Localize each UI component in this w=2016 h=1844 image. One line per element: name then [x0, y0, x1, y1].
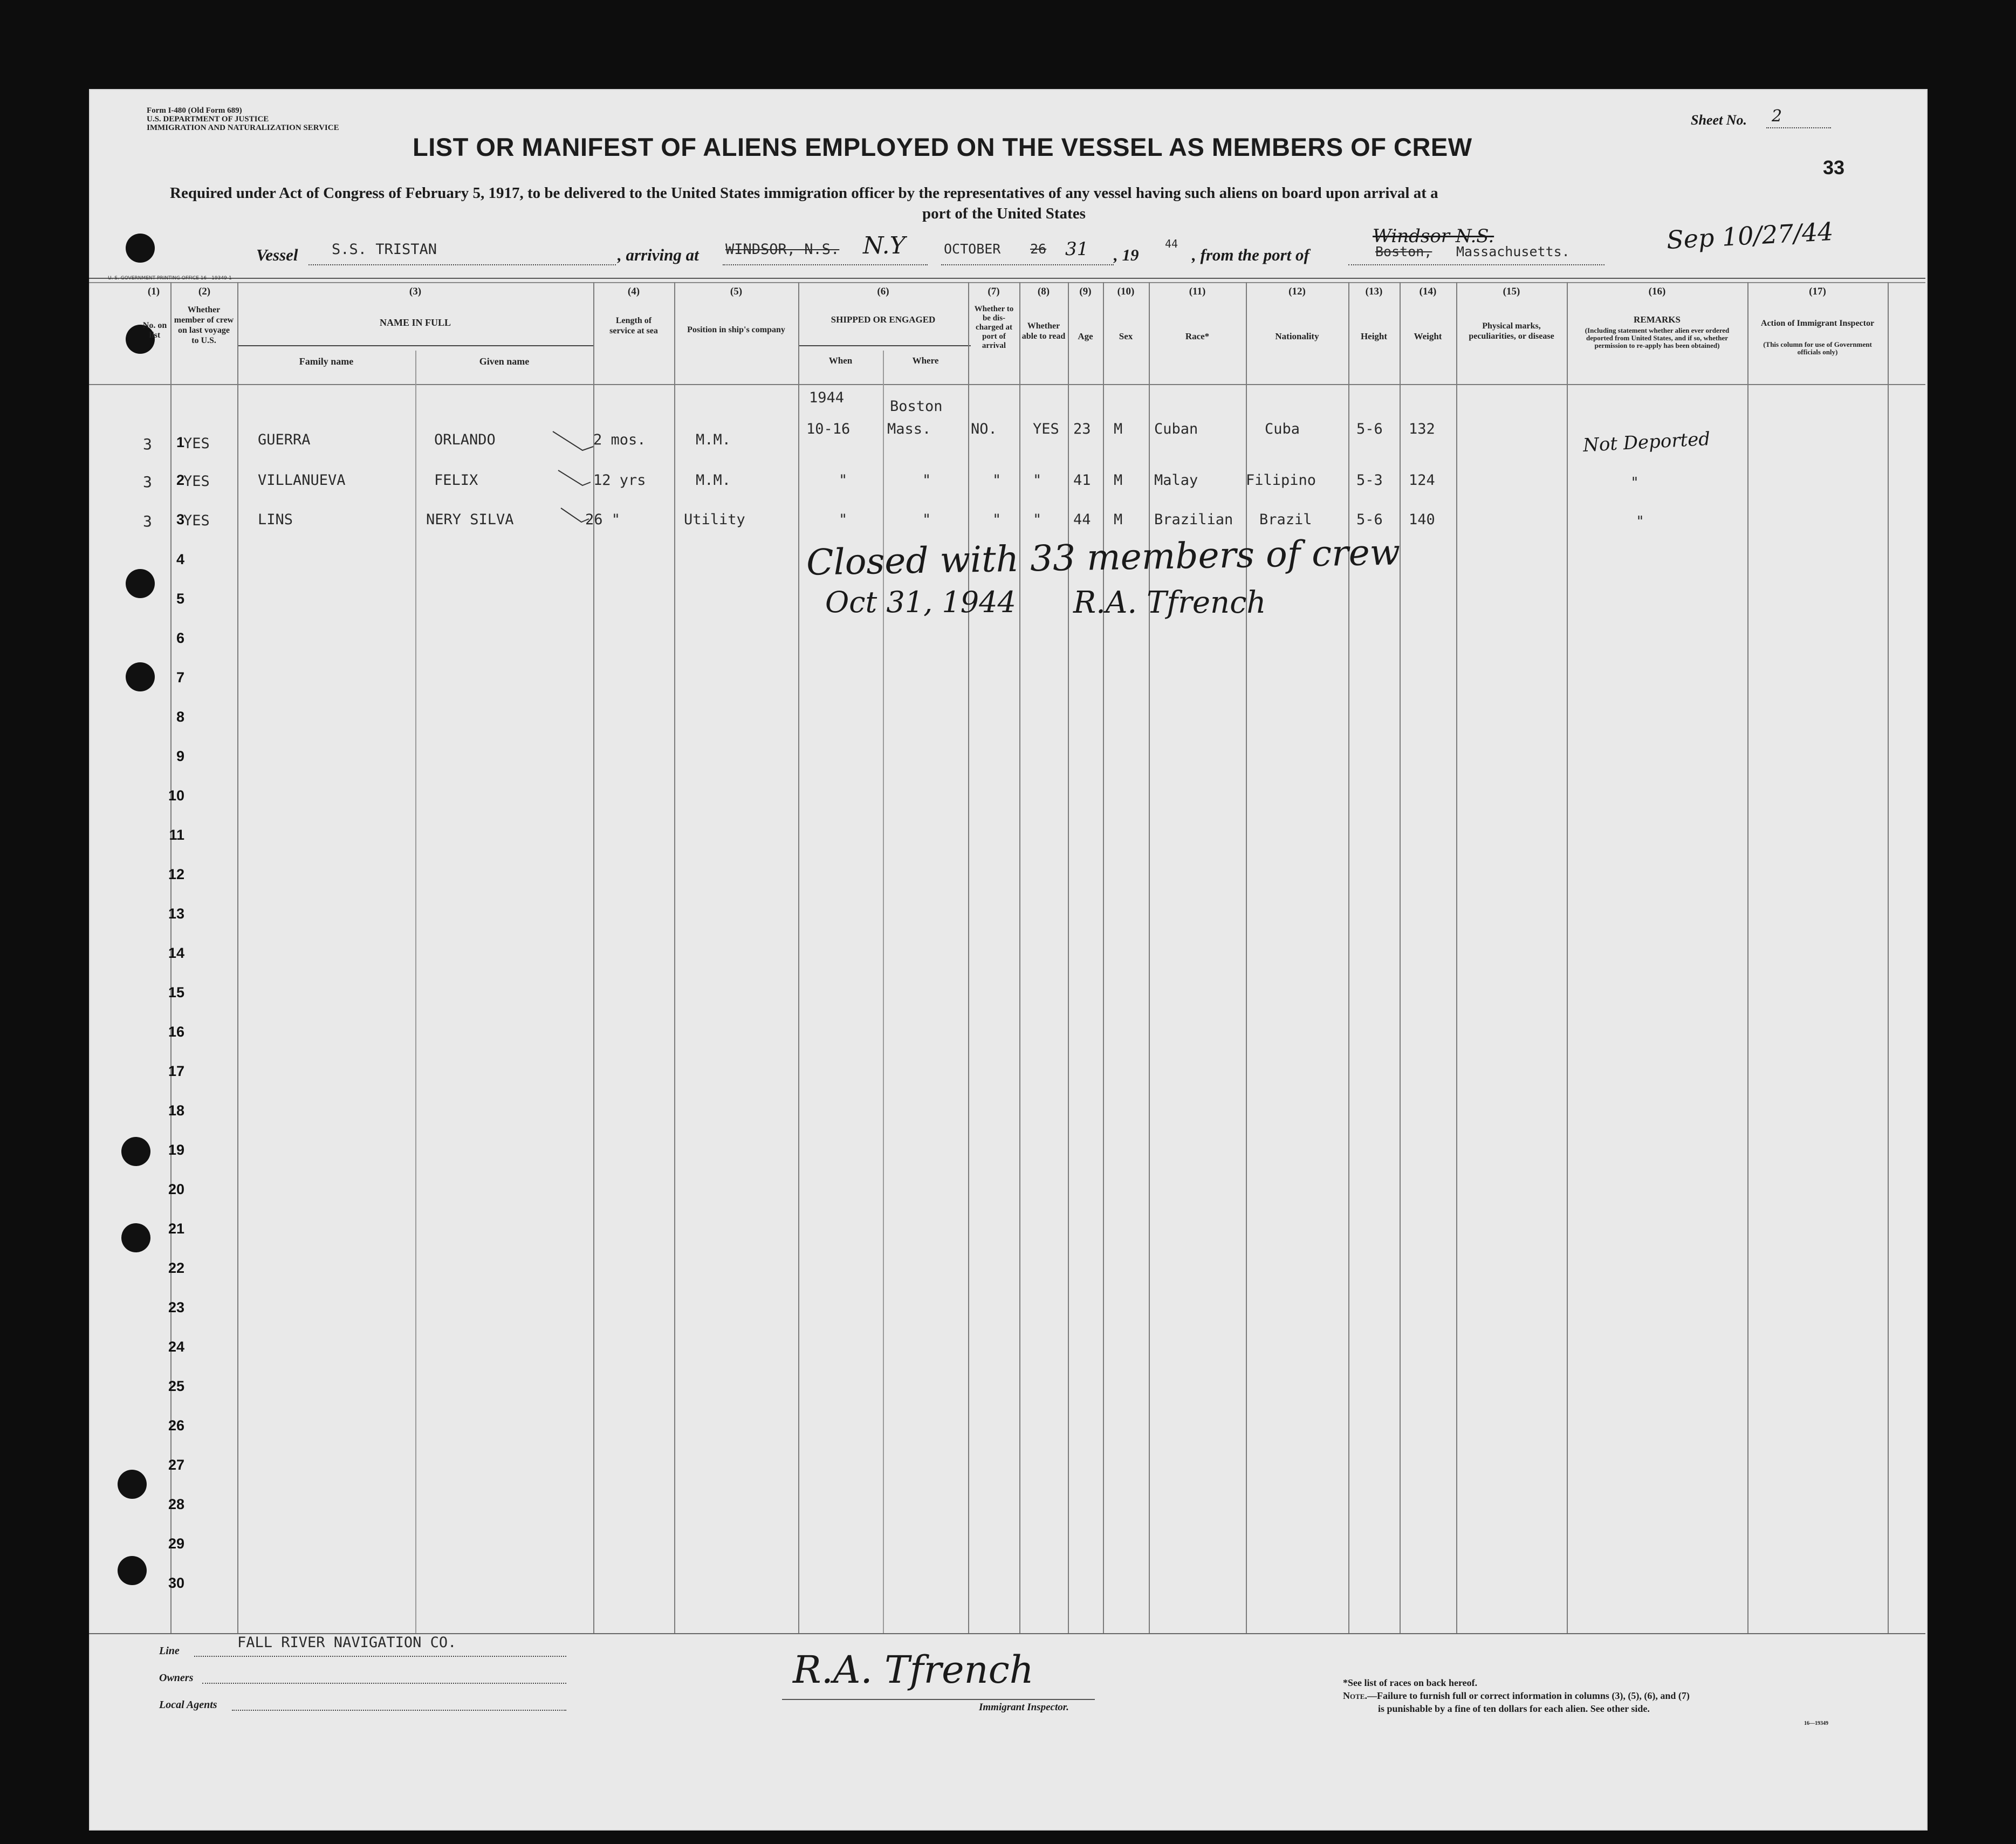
cell-race: Malay [1154, 472, 1198, 489]
row-number: 4 [176, 551, 184, 567]
header-weight: Weight [1414, 331, 1442, 341]
cell-remarks: " [1631, 475, 1638, 491]
row-number: 3 [176, 511, 184, 527]
cell-position: M.M. [696, 472, 731, 489]
row-number: 8 [176, 709, 184, 725]
row-number: 28 [168, 1496, 184, 1512]
penalty-note [1343, 1690, 1690, 1702]
page-title: LIST OR MANIFEST OF ALIENS EMPLOYED ON THE VESSEL AS MEMBERS OF CREW [413, 133, 1472, 161]
cell-last-voyage: YES [183, 435, 210, 452]
cell-nationality: Brazil [1259, 511, 1312, 528]
header-given-name: Given name [479, 356, 530, 367]
subtitle-line1: Required under Act of Congress of February 5, 1917, to be delivered to the United States immigration officer by the representatives of any vessel having such aliens on board upon arrival at a [170, 184, 1438, 202]
subtitle-line2: port of the United States [922, 205, 1086, 222]
cell-given-name: ORLANDO [434, 431, 496, 448]
vessel-name: S.S. TRISTAN [332, 241, 437, 258]
vessel-underline [308, 264, 616, 265]
cell-discharged: " [992, 472, 1002, 489]
cell-last-voyage: YES [183, 473, 210, 490]
tick-marks [550, 426, 599, 534]
column-number: (12) [1288, 286, 1306, 297]
header-able-to-read: Whether able to read [1021, 321, 1066, 341]
row-number: 6 [176, 630, 184, 646]
cell-height: 5-3 [1356, 472, 1383, 489]
cell-service: 12 yrs [593, 472, 646, 489]
arriving-port-struck: WINDSOR, N.S. [725, 241, 840, 258]
header-where: Where [912, 355, 939, 366]
row-number: 19 [168, 1142, 184, 1158]
owners-label: Owners [159, 1672, 194, 1684]
header-position: Position in ship's company [687, 325, 785, 334]
header-when: When [828, 355, 853, 366]
inspector-label: Immigrant Inspector. [979, 1702, 1069, 1713]
page-number: 33 [1823, 156, 1845, 179]
cell-able-to-read: " [1033, 511, 1042, 528]
shipped-year: 1944 [809, 389, 845, 406]
cell-family-name: VILLANUEVA [258, 472, 346, 489]
arriving-label: , arriving at [618, 245, 699, 264]
signature-line [782, 1699, 1095, 1700]
punch-hole [121, 1223, 150, 1252]
header-shipped-or-engaged: SHIPPED OR ENGAGED [831, 314, 936, 325]
header-inspector-action: Action of Immigrant Inspector [1760, 319, 1875, 328]
cell-weight: 124 [1409, 472, 1435, 489]
table-top-rule [89, 278, 1925, 279]
row-number: 18 [168, 1102, 184, 1119]
column-number: (14) [1419, 286, 1437, 297]
header-remarks-note: (Including statement whether alien ever ordered deported from United States, and if so, whether permission to re-apply has been obtained) [1585, 326, 1730, 349]
col-divider [415, 351, 416, 1633]
service-name: IMMIGRATION AND NATURALIZATION SERVICE [147, 124, 339, 132]
column-number: (7) [988, 286, 1000, 297]
row-prefix: 3 [143, 473, 152, 491]
line-value: FALL RIVER NAVIGATION CO. [237, 1634, 457, 1651]
cell-family-name: LINS [258, 511, 293, 528]
row-number: 25 [168, 1378, 184, 1394]
cell-where: " [922, 511, 931, 528]
column-number: (5) [730, 286, 743, 297]
column-number: (3) [409, 286, 422, 297]
punch-hole [126, 569, 155, 598]
row-number: 27 [168, 1457, 184, 1473]
header-remarks: REMARKS [1634, 314, 1681, 325]
department-name: U.S. DEPARTMENT OF JUSTICE [147, 115, 269, 124]
cell-family-name: GUERRA [258, 431, 311, 448]
row-number: 22 [168, 1260, 184, 1276]
sheet-number: 2 [1772, 107, 1782, 126]
column-number: (13) [1365, 286, 1383, 297]
cell-age: 23 [1073, 421, 1091, 437]
col-divider [1149, 282, 1150, 1633]
header-physical-marks: Physical marks, peculiarities, or disease [1469, 321, 1554, 341]
arriving-port-handwritten: N.Y [863, 232, 906, 259]
cell-able-to-read: YES [1033, 421, 1059, 437]
column-number: (9) [1079, 286, 1092, 297]
penalty-note-line2: is punishable by a fine of ten dollars for each alien. See other side. [1378, 1703, 1650, 1714]
col-divider [1068, 282, 1069, 1633]
col-divider [1400, 282, 1401, 1633]
column-number: (15) [1503, 286, 1520, 297]
from-port-state: Massachusetts. [1456, 244, 1570, 259]
form-code: 16—19349 [1804, 1720, 1828, 1726]
cell-height: 5-6 [1356, 421, 1383, 437]
cell-age: 44 [1073, 511, 1091, 528]
row-number: 23 [168, 1299, 184, 1315]
row-number: 10 [168, 787, 184, 804]
col-divider [1103, 282, 1104, 1633]
column-number: (1) [147, 286, 160, 297]
line-label: Line [159, 1645, 180, 1657]
closing-note-date: Oct 31, 1944 [825, 585, 1016, 619]
column-number: (4) [627, 286, 640, 297]
printing-office-note: U. S. GOVERNMENT PRINTING OFFICE 16—19349-1 [108, 276, 232, 281]
cell-last-voyage: YES [183, 512, 210, 529]
header-sex: Sex [1119, 331, 1133, 341]
row-number: 20 [168, 1181, 184, 1197]
column-number: (10) [1117, 286, 1135, 297]
year-label: , 19 [1114, 245, 1139, 264]
header-age: Age [1078, 331, 1093, 341]
sheet-label: Sheet No. [1691, 112, 1747, 128]
row-prefix: 3 [143, 512, 152, 530]
cell-where: Mass. [887, 421, 931, 437]
cell-when: " [839, 472, 848, 489]
row-number: 16 [168, 1024, 184, 1040]
row-number: 5 [176, 591, 184, 607]
owners-underline [202, 1683, 566, 1684]
cell-remarks: " [1637, 513, 1643, 530]
row-number: 15 [168, 984, 184, 1000]
col-divider [1456, 282, 1457, 1633]
cell-when: 10-16 [806, 421, 851, 437]
column-number: (2) [198, 286, 211, 297]
cell-remarks: Not Deported [1582, 428, 1711, 457]
header-no-on-list: No. on list [142, 321, 167, 340]
local-agents-label: Local Agents [159, 1699, 217, 1711]
cell-where: " [922, 472, 931, 489]
col-divider [237, 282, 238, 1633]
from-port-label: , from the port of [1192, 245, 1309, 264]
closing-note-line1: Closed with 33 members of crew [806, 531, 1401, 584]
header-inspector-note: (This column for use of Government officials only) [1763, 340, 1872, 356]
from-port-underline [1348, 264, 1604, 265]
row-number: 7 [176, 669, 184, 685]
header-discharged: Whether to be dis-charged at port of arrival [974, 305, 1014, 350]
cell-discharged: " [992, 511, 1002, 528]
header-nationality: Nationality [1275, 331, 1319, 341]
col-divider [1888, 282, 1889, 1633]
cell-discharged: NO. [971, 421, 997, 437]
column-number: (6) [877, 286, 889, 297]
col-divider [1747, 282, 1748, 1633]
cell-given-name: NERY SILVA [426, 511, 514, 528]
arrival-day-handwritten: 31 [1065, 238, 1089, 260]
cell-nationality: Cuba [1265, 421, 1300, 437]
column-number: (16) [1648, 286, 1666, 297]
header-family-name: Family name [299, 356, 354, 367]
arrival-year: 44 [1165, 237, 1178, 250]
note-label: Note. [1343, 1690, 1367, 1701]
cell-weight: 140 [1409, 511, 1435, 528]
row-number: 26 [168, 1417, 184, 1434]
header-length-of-service: Length of service at sea [609, 316, 658, 335]
note-line1: —Failure to furnish full or correct information in columns (3), (5), (6), and (7) [1367, 1690, 1690, 1701]
from-port-struck: Boston, [1375, 244, 1432, 259]
cell-position: Utility [684, 511, 745, 528]
cell-height: 5-6 [1356, 511, 1383, 528]
col-divider [674, 282, 675, 1633]
sheet-underline [1766, 127, 1831, 128]
row-number: 13 [168, 906, 184, 922]
cell-when: " [839, 511, 848, 528]
punch-hole [118, 1470, 147, 1499]
row-number: 24 [168, 1339, 184, 1355]
arrival-day-struck: 26 [1030, 241, 1047, 257]
inspector-signature: R.A. Tfrench [793, 1648, 1034, 1692]
line-underline [194, 1656, 566, 1657]
cell-sex: M [1114, 511, 1123, 528]
cell-service: 2 mos. [593, 431, 646, 448]
row-number: 2 [176, 472, 184, 488]
row-number: 1 [176, 434, 184, 450]
header-bottom-rule [89, 384, 1925, 385]
cell-race: Cuban [1154, 421, 1198, 437]
table-top-rule-2 [89, 282, 1925, 283]
row-number: 12 [168, 866, 184, 882]
header-last-voyage: Whether member of crew on last voyage to U.S. [174, 305, 234, 345]
arrival-month: OCTOBER [944, 241, 1001, 257]
header-race: Race* [1185, 331, 1210, 341]
form-identifier [147, 106, 339, 132]
closing-note-signature: R.A. Tfrench [1073, 585, 1266, 620]
agents-underline [232, 1710, 566, 1711]
cell-position: M.M. [696, 431, 731, 448]
cell-sex: M [1114, 472, 1123, 489]
column-number: (8) [1037, 286, 1050, 297]
cell-nationality: Filipino [1246, 472, 1316, 489]
row-prefix: 3 [143, 435, 152, 453]
row-number: 21 [168, 1221, 184, 1237]
punch-hole [121, 1137, 150, 1166]
col-divider [1567, 282, 1568, 1633]
column-number: (11) [1189, 286, 1206, 297]
row-number: 17 [168, 1063, 184, 1079]
header-height: Height [1360, 331, 1388, 341]
races-note: *See list of races on back hereof. [1343, 1677, 1478, 1688]
date-underline [941, 264, 1114, 265]
row-number: 11 [169, 827, 184, 843]
row-number: 30 [168, 1575, 184, 1591]
row-number: 9 [176, 748, 184, 764]
punch-hole [126, 662, 155, 691]
row-number: 14 [168, 945, 184, 961]
col-divider [1019, 282, 1020, 1633]
punch-hole [118, 1556, 147, 1585]
cell-weight: 132 [1409, 421, 1435, 437]
shipped-place: Boston [890, 398, 943, 415]
cell-able-to-read: " [1033, 472, 1042, 489]
from-port-handwritten-struck: Windsor N.S. [1373, 225, 1494, 247]
cell-sex: M [1114, 421, 1123, 437]
form-number: Form I-480 (Old Form 689) [147, 106, 242, 115]
vessel-label: Vessel [256, 245, 298, 264]
header-name-in-full: NAME IN FULL [379, 317, 451, 328]
cell-given-name: FELIX [434, 472, 478, 489]
cell-age: 41 [1073, 472, 1091, 489]
shipped-header-rule [798, 345, 971, 346]
arriving-underline [723, 264, 928, 265]
col-divider [1348, 282, 1349, 1633]
row-number: 29 [168, 1535, 184, 1552]
name-header-rule [237, 345, 593, 346]
col-divider [798, 282, 799, 1633]
cell-race: Brazilian [1154, 511, 1233, 528]
col-divider [968, 282, 969, 1633]
column-number: (17) [1809, 286, 1826, 297]
punch-hole [126, 234, 155, 263]
cell-service: 26 " [585, 511, 621, 528]
margin-date-note: Sep 10/27/44 [1665, 216, 1834, 255]
